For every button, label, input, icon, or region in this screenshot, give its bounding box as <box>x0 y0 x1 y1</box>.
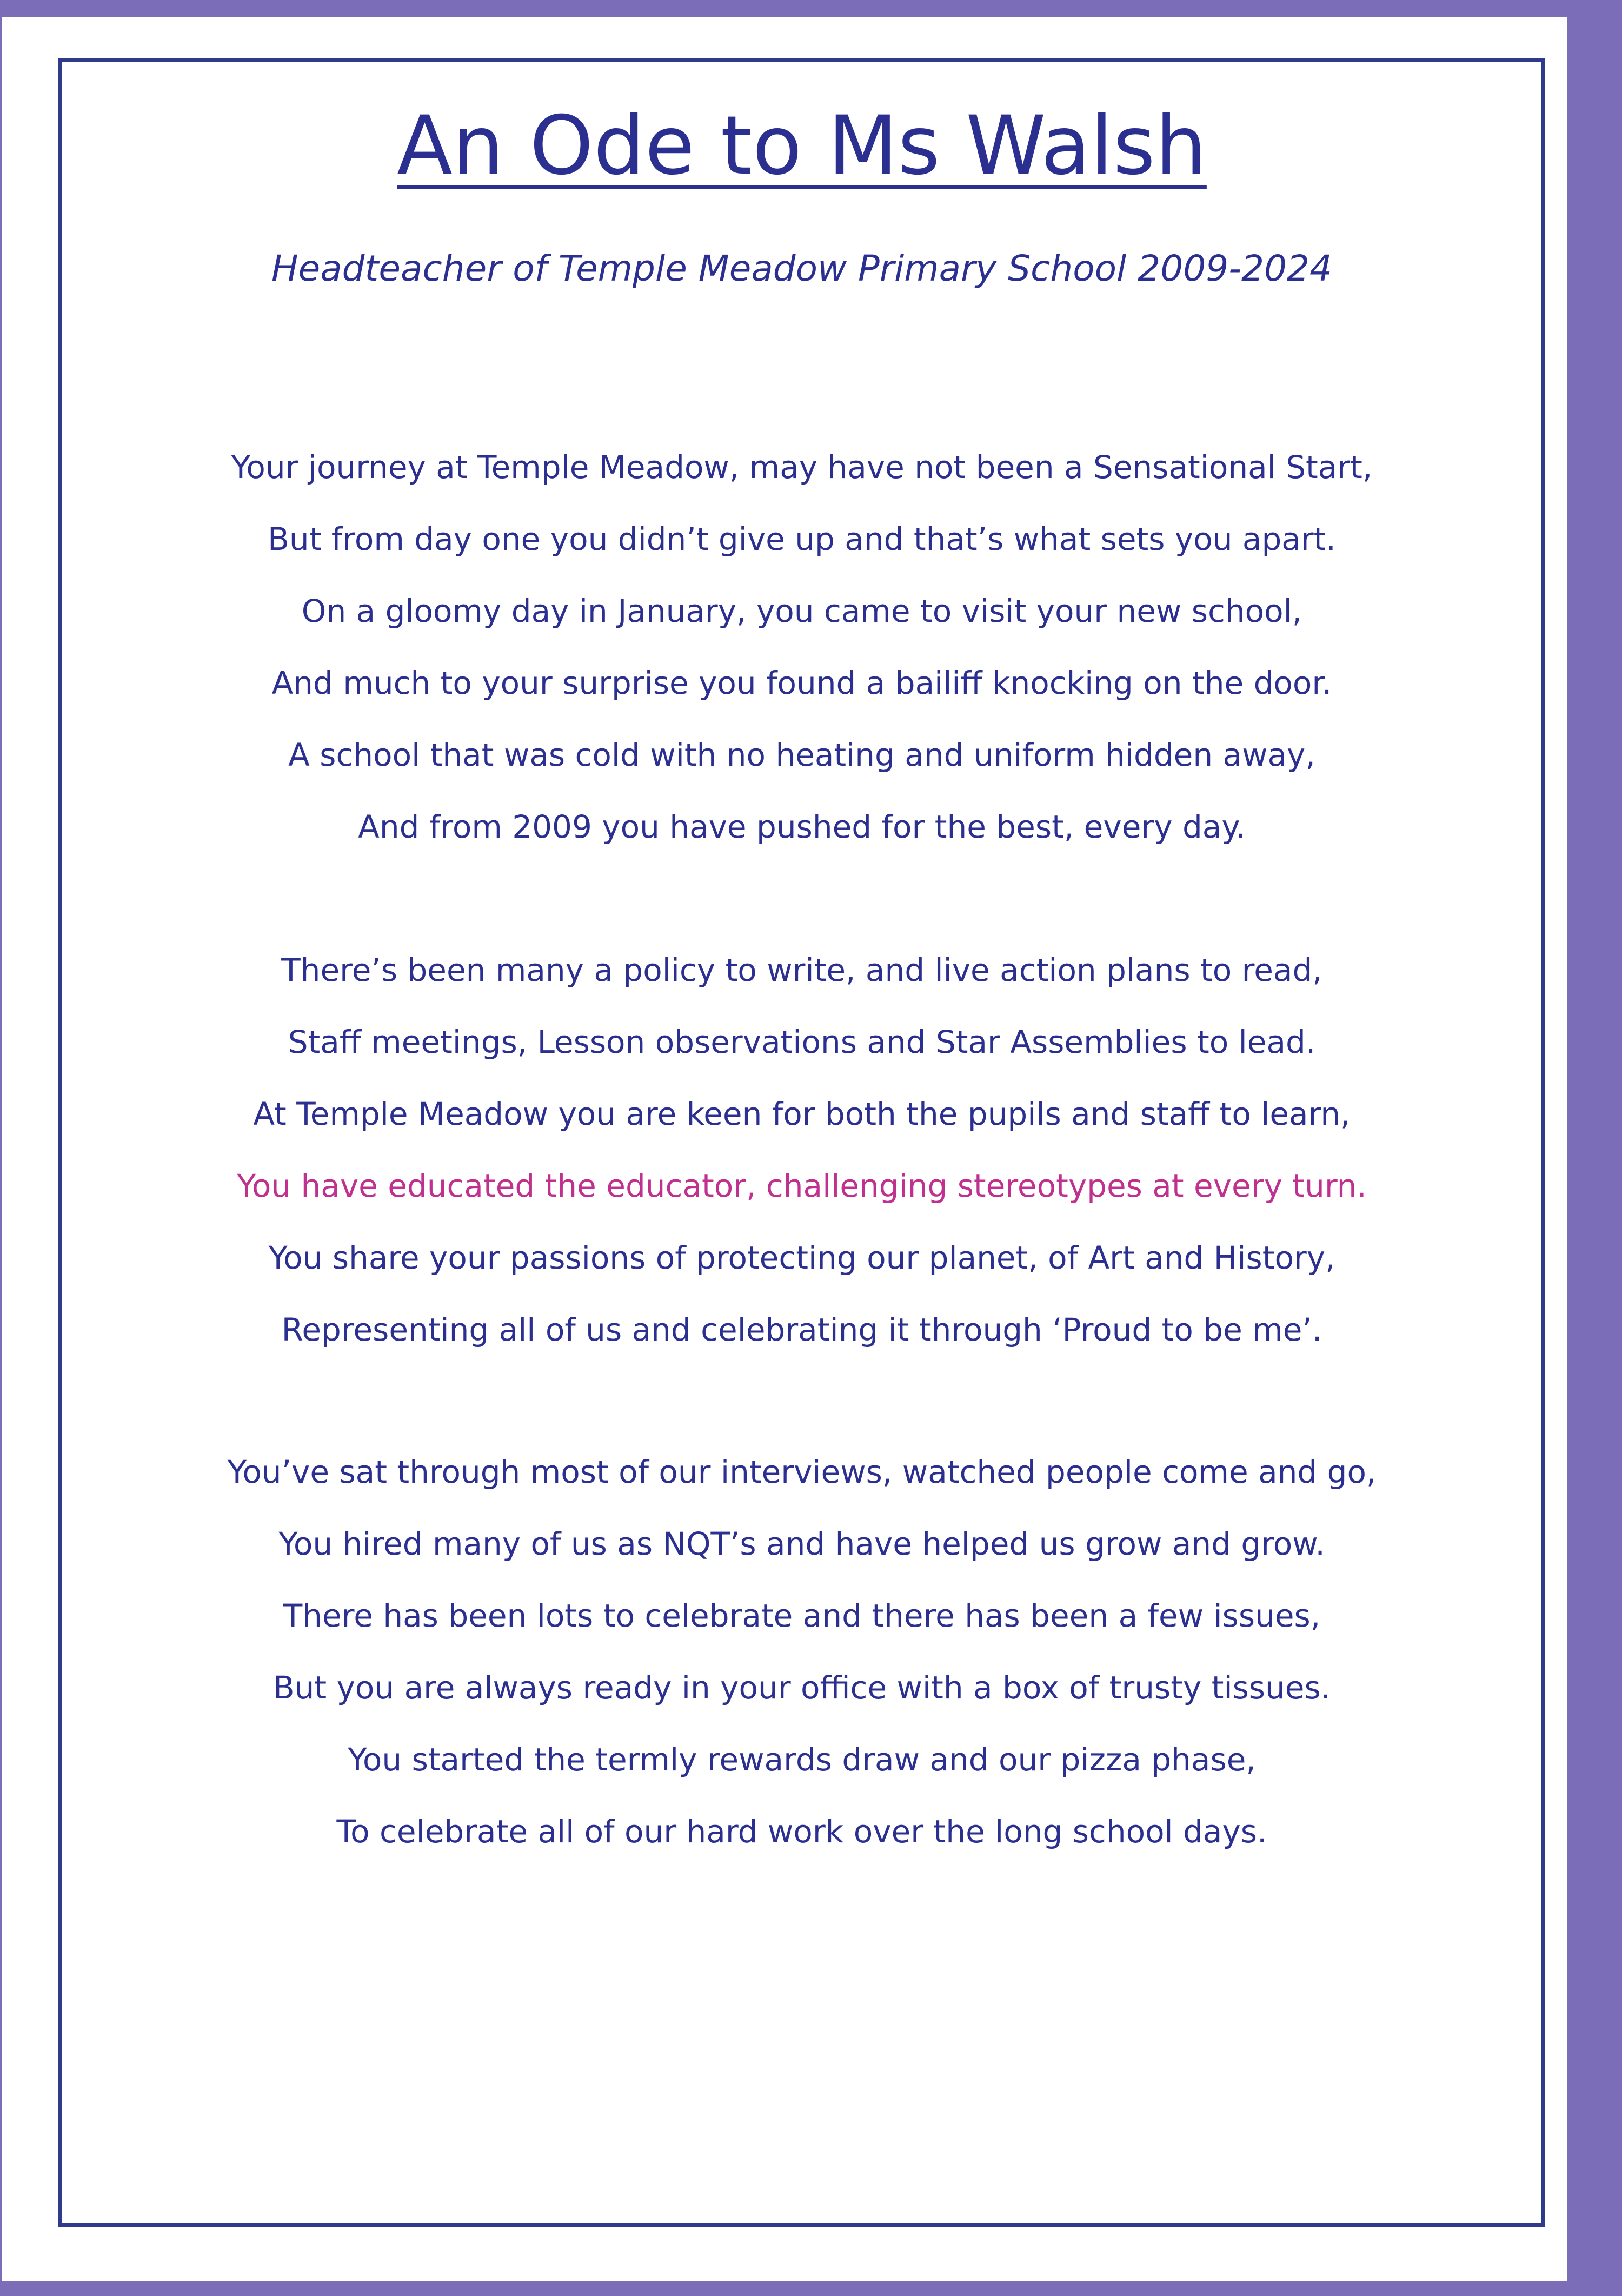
poem-line: To celebrate all of our hard work over the long school days. <box>336 1813 1267 1850</box>
poem-line: You’ve sat through most of our interviews, watched people come and go, <box>227 1454 1377 1490</box>
poem-title <box>58 99 1545 193</box>
page-border-right-band <box>1567 0 1622 2296</box>
stanza-1 <box>58 432 1545 863</box>
poem-line: But from day one you didn’t give up and that’s what sets you apart. <box>268 521 1336 558</box>
poem-line: Staff meetings, Lesson observations and Star Assemblies to lead. <box>288 1024 1316 1060</box>
poem-line: You share your passions of protecting our planet, of Art and History, <box>268 1239 1335 1276</box>
poem-title-text: An Ode to Ms Walsh <box>397 99 1207 193</box>
page-border-bottom-band <box>0 2281 1622 2296</box>
poem-line: Representing all of us and celebrating it through ‘Proud to be me’. <box>281 1311 1322 1348</box>
poem-line: A school that was cold with no heating and uniform hidden away, <box>288 736 1315 773</box>
poem-line: You hired many of us as NQT’s and have helped us grow and grow. <box>278 1525 1325 1562</box>
poem-line: Your journey at Temple Meadow, may have not been a Sensational Start, <box>231 449 1373 486</box>
poem-line: But you are always ready in your office with a box of trusty tissues. <box>272 1669 1331 1706</box>
poem-line: And from 2009 you have pushed for the best, every day. <box>358 808 1246 845</box>
poem-line: There has been lots to celebrate and there has been a few issues, <box>283 1597 1321 1634</box>
poem-line: And much to your surprise you found a bailiff knocking on the door. <box>271 665 1332 701</box>
poem-line: You started the termly rewards draw and our pizza phase, <box>348 1741 1256 1778</box>
poem-sheet <box>58 58 1545 2227</box>
poem-line: There’s been many a policy to write, and live action plans to read, <box>281 952 1322 988</box>
poem-line: On a gloomy day in January, you came to visit your new school, <box>301 593 1302 629</box>
poem-line: At Temple Meadow you are keen for both the pupils and staff to learn, <box>253 1096 1351 1132</box>
stanza-3 <box>58 1436 1545 1868</box>
stanza-2 <box>58 934 1545 1366</box>
poem-line-highlighted: You have educated the educator, challenging stereotypes at every turn. <box>237 1167 1367 1204</box>
poem-subtitle: Headteacher of Temple Meadow Primary School 2009-2024 <box>271 248 1333 289</box>
